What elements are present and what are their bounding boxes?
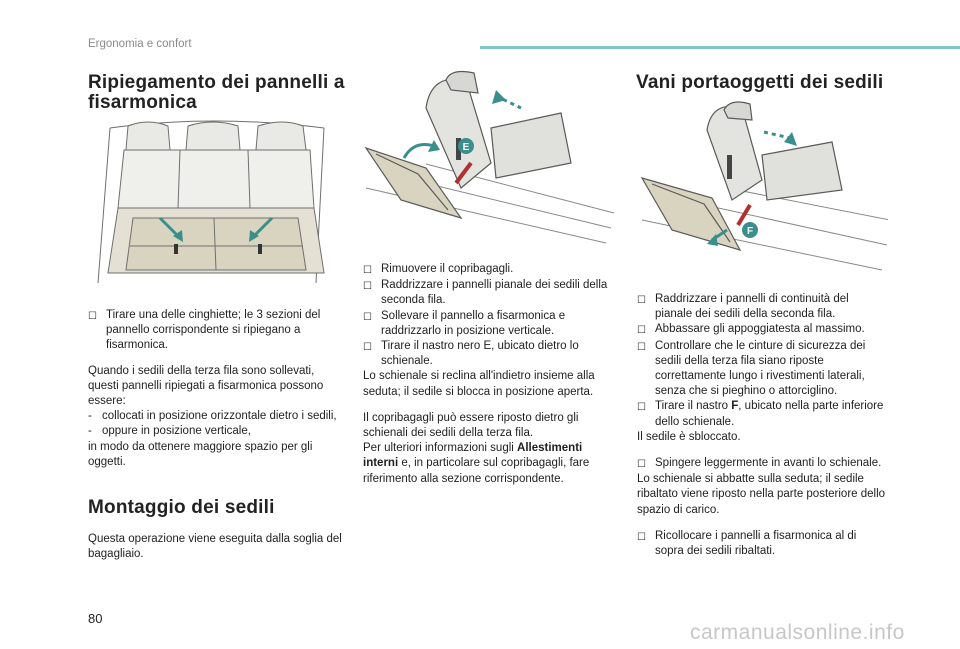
- checkbox-icon: ☐: [363, 281, 372, 293]
- checkbox-icon: ☐: [637, 459, 646, 471]
- checkbox-icon: ☐: [88, 311, 97, 322]
- bullet-lower-headrests: ☐ Abbassare gli appoggiatesta al massimo.: [637, 322, 887, 338]
- para-more-info: Per ulteriori informazioni sugli Allestimenti interni e, in particolare sul copribagagli, fare riferimento alla sezione corrispondente.: [363, 442, 590, 485]
- bullet-remove-cover: ☐ Rimuovere il copribagagli.: [363, 262, 613, 278]
- seat-recline-illustration: [356, 68, 616, 253]
- checkbox-icon: ☐: [637, 531, 646, 543]
- para-third-row: Quando i sedili della terza fila sono sollevati, questi pannelli ripiegati a fisarmonica possono essere:: [88, 364, 324, 408]
- checkbox-icon: ☐: [363, 311, 372, 323]
- page-number: 80: [88, 611, 103, 626]
- checkbox-icon: ☐: [637, 295, 646, 306]
- bullet-straighten-panels: ☐ Raddrizzare i pannelli pianale dei sedili della seconda fila.: [363, 278, 613, 308]
- bullet-pull-strap: ☐ Tirare una delle cinghiette; le 3 sezioni del pannello corrispondente si ripiegano a fisarmonica.: [88, 308, 343, 354]
- para-mounting: Questa operazione viene eseguita dalla soglia del bagagliaio.: [88, 533, 342, 561]
- bullet-reposition-panels: ☐ Ricollocare i pannelli a fisarmonica al di sopra dei sedili ribaltati.: [637, 529, 887, 559]
- title-accordion-panels: Ripiegamento dei pannelli a fisarmonica: [88, 72, 345, 113]
- title-seat-storage: Vani portaoggetti dei sedili: [636, 72, 884, 93]
- bullet-push-backrest: ☐ Spingere leggermente in avanti lo schienale.: [637, 456, 887, 472]
- checkbox-icon: ☐: [637, 325, 646, 337]
- checkbox-icon: ☐: [363, 265, 372, 276]
- bullet-pull-strap-e: ☐ Tirare il nastro nero E, ubicato dietro lo schienale.: [363, 339, 613, 369]
- bullet-lift-panel: ☐ Sollevare il pannello a fisarmonica e raddrizzarlo in posizione verticale.: [363, 309, 613, 339]
- marker-e: E: [462, 142, 470, 153]
- trunk-illustration: [88, 118, 338, 288]
- para-space: in modo da ottenere maggiore spazio per gli oggetti.: [88, 440, 313, 468]
- marker-f: F: [746, 226, 754, 237]
- title-seat-mounting: Montaggio dei sedili: [88, 497, 275, 518]
- header-accent-bar: [480, 46, 960, 49]
- dash-item: - collocati in posizione orizzontale dietro i sedili,: [88, 410, 337, 423]
- bullet-straighten-continuity: ☐ Raddrizzare i pannelli di continuità del pianale dei sedili della seconda fila.: [637, 292, 887, 322]
- checkbox-icon: ☐: [363, 342, 372, 354]
- bullet-check-belts: ☐ Controllare che le cinture di sicurezza dei sedili della terza fila siano riposte correttamente lungo i rivestimenti laterali, senza che si pieghino o attorciglino.: [637, 339, 887, 400]
- checkbox-icon: ☐: [637, 341, 646, 353]
- para-folded: Lo schienale si abbatte sulla seduta; il sedile ribaltato viene riposto nella parte posteriore dello spazio di carico.: [637, 473, 886, 516]
- bullet-pull-strap-f: ☐ Tirare il nastro F, ubicato nella parte inferiore dello schienale.: [637, 399, 887, 429]
- watermark: carmanualsonline.info: [690, 621, 905, 644]
- section-header: Ergonomia e confort: [88, 38, 192, 50]
- para-cover-storage: Il copribagagli può essere riposto dietro gli schienali dei sedili della terza fila.: [363, 411, 579, 440]
- dash-item: - oppure in posizione verticale,: [88, 425, 251, 438]
- checkbox-icon: ☐: [637, 402, 646, 414]
- seat-fold-illustration: [632, 100, 888, 280]
- para-unlocked: Il sedile è sbloccato.: [637, 430, 741, 443]
- para-backrest-recline: Lo schienale si reclina all'indietro insieme alla seduta; il sedile si blocca in posizione aperta.: [363, 370, 595, 398]
